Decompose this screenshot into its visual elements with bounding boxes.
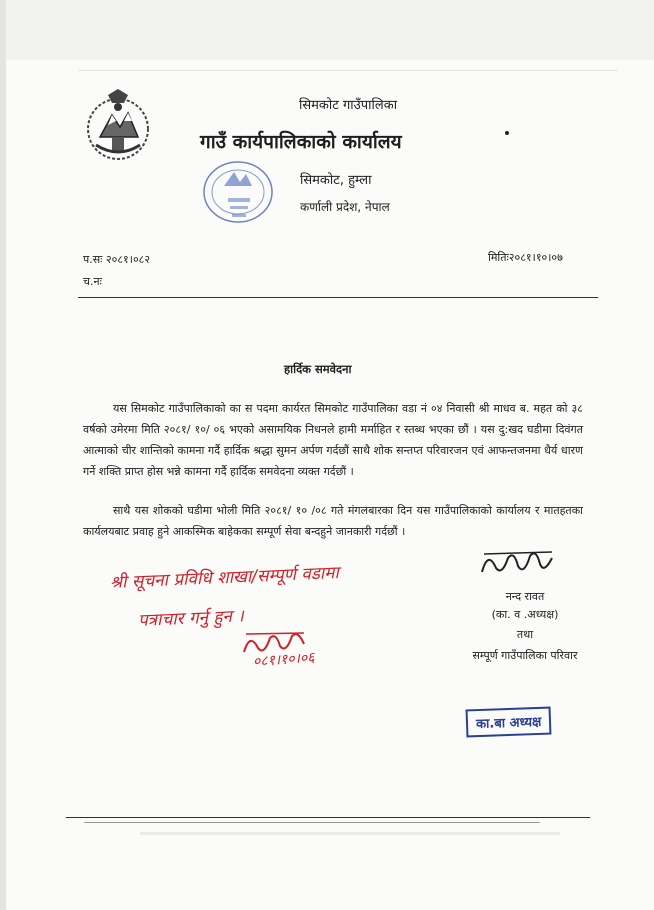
handwritten-note-line1: श्री सूचना प्रविधि शाखा/सम्पूर्ण वडामा bbox=[109, 563, 340, 593]
letter-number: प.सः २०८१।०८२ bbox=[83, 253, 151, 266]
signatory-name: नन्द रावत bbox=[505, 590, 545, 603]
header-divider bbox=[78, 297, 598, 298]
office-title: गाउँ कार्यपालिकाको कार्यालय bbox=[200, 131, 402, 153]
office-place: सिमकोट, हुम्ला bbox=[300, 173, 372, 188]
signature-mark bbox=[478, 546, 558, 580]
letter-subject: हार्दिक समवेदना bbox=[284, 362, 352, 376]
municipality-name: सिमकोट गाउँपालिका bbox=[299, 98, 398, 113]
page-edge-line bbox=[78, 70, 618, 71]
dispatch-number: च.नः bbox=[83, 275, 102, 288]
chairperson-stamp: का.बा अध्यक्ष bbox=[466, 707, 552, 738]
signatory-title: (का. व .अध्यक्ष) bbox=[491, 608, 559, 621]
handwritten-note-date: ०८१।१०।०६ bbox=[252, 649, 316, 670]
scan-margin bbox=[0, 0, 654, 60]
signatory-family: सम्पूर्ण गाउँपालिका परिवार bbox=[472, 649, 578, 662]
footer-divider bbox=[66, 817, 590, 818]
nepal-emblem-icon bbox=[78, 85, 158, 165]
handwritten-note-line2: पत्राचार गर्नु हुन । bbox=[137, 606, 245, 631]
mark-dot bbox=[505, 131, 509, 135]
letter-date: मितिः२०८१।१०।०७ bbox=[488, 251, 563, 264]
body-paragraph-1: यस सिमकोट गाउँपालिकाको का स पदमा कार्यरत सिमकोट गाउँपालिका वडा नं ०४ निवासी श्री माधव ब. महत को ३८ वर्षको उमेरमा मिति २०८१/ १०/ ०६ भएको असामयिक निधनले हामी मर्माहित र स्तब्ध भएका छौं । यस दु:खद घडीमा दिवंगत आत्माको चीर शान्तिको कामना गर्दै हार्दिक श्रद्धा सुमन अर्पण गर्दछौं साथै शोक सन्तप्त परिवारजन एवं आफन्तजनमा धैर्य धारण गर्ने शक्ति प्राप्त होस भन्ने कामना गर्दै हार्दिक समवेदना व्यक्त गर्दछौं । bbox=[83, 402, 583, 478]
footer-divider-inner bbox=[84, 822, 540, 823]
office-province: कर्णाली प्रदेश, नेपाल bbox=[300, 200, 390, 214]
office-seal-icon bbox=[194, 158, 280, 230]
signatory-conjunction: तथा bbox=[516, 628, 534, 641]
scan-edge bbox=[0, 0, 6, 910]
body-paragraph-2: साथै यस शोकको घडीमा भोली मिति २०८१/ १० /०८ गते मंगलबारका दिन यस गाउँपालिकाको कार्यालय र मातहतका कार्यलयबाट प्रवाह हुने आकस्मिक बाहेकका सम्पूर्ण सेवा बन्दहुने जानकारी गर्दछौं । bbox=[83, 504, 583, 538]
footer-faint-text bbox=[140, 832, 560, 835]
